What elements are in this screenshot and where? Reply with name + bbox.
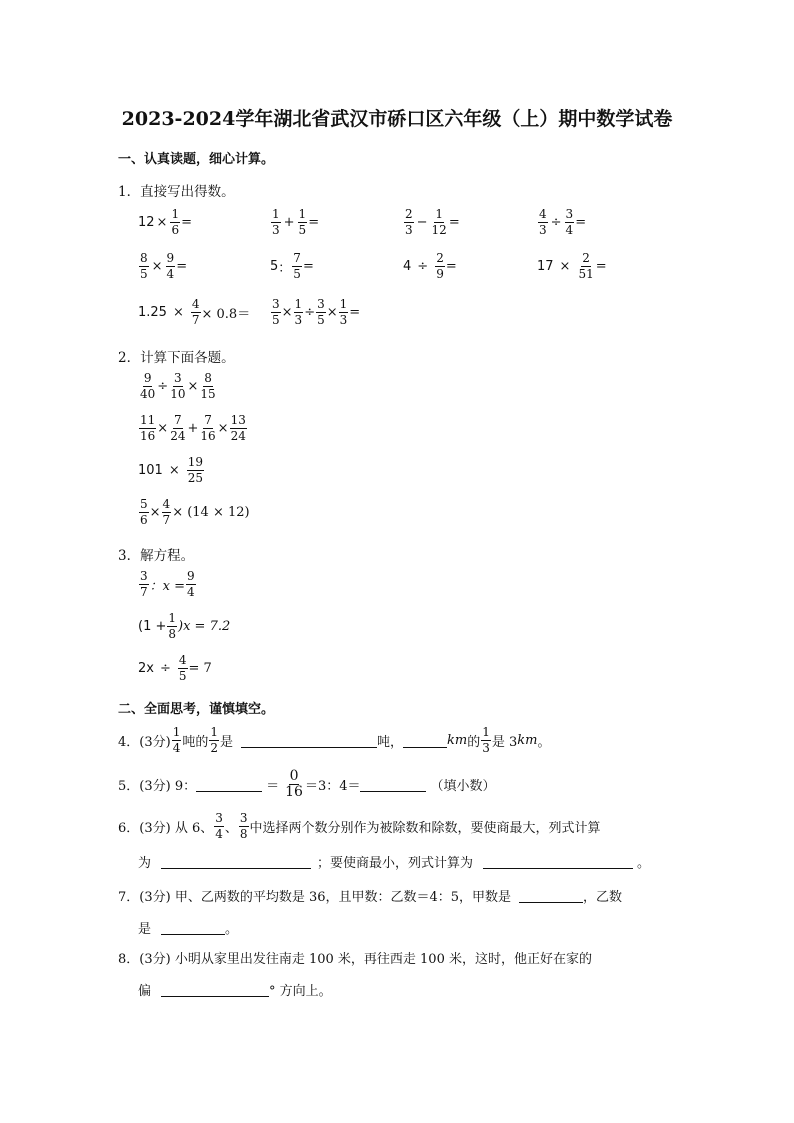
q2-label: 2．计算下面各题。 xyxy=(118,350,235,366)
fraction: 3 8 xyxy=(239,811,248,841)
q7-line-1: 7．(3分) 甲、乙两数的平均数是 36，且甲数：乙数＝4：5，甲数是 ，乙数 xyxy=(118,890,623,905)
q4: 4．(3分) 1 4 吨的 1 2 是 吨， km 的 1 3 是 3 km 。 xyxy=(118,725,551,755)
fraction: $\frac{1}{8}$ xyxy=(168,611,177,641)
fraction: 3 4 xyxy=(215,811,223,841)
q2-e2: $\frac{11}{16}$ × $\frac{7}{24}$ + $\frac{7}{16}$ × $\frac{13}{24}$ xyxy=(140,413,246,443)
q6-line-1: 6．(3分) 从 6、 3 4 、 3 8 中选择两个数分别作为被除数和除数，要使商最大，列式计算 xyxy=(118,811,601,841)
fraction: 1 3 xyxy=(272,207,280,237)
answer-blank[interactable] xyxy=(161,982,269,997)
fraction: $\frac{11}{16}$ xyxy=(140,413,156,443)
q3-e1: 3 7 ：x = $\frac{9}{4}$ xyxy=(140,569,195,599)
q8-line-2: 偏 ° 方向上。 xyxy=(138,984,332,999)
fraction: 0 16 xyxy=(285,768,303,800)
q1-r1-a: 12 × $\frac{1}{6}$ = xyxy=(138,207,192,237)
fraction: $\frac{3}{4}$ xyxy=(565,207,574,237)
q5: 5．(3分) 9： ＝ 0 16 ＝3：4＝ （填小数） xyxy=(118,768,496,800)
q3-e2: (1 + $\frac{1}{8}$ )x = 7.2 xyxy=(138,611,231,641)
q6-line-2: 为 ；要使商最小，列式计算为 。 xyxy=(138,856,651,871)
answer-blank[interactable] xyxy=(403,733,447,748)
fraction: $\frac{3}{5}$ xyxy=(317,297,325,327)
fraction: $\frac{1}{5}$ xyxy=(298,207,307,237)
q2-e4: $\frac{5}{6}$ × $\frac{4}{7}$ × (14 × 12) xyxy=(140,497,250,527)
fraction: $\frac{7}{24}$ xyxy=(170,413,186,443)
fraction: $\frac{8}{15}$ xyxy=(200,371,216,401)
fraction: 1 3 xyxy=(482,725,490,755)
fraction: $\frac{2}{9}$ xyxy=(436,251,444,281)
fraction: $\frac{1}{3}$ xyxy=(294,297,303,327)
section-1-heading: 一、认真读题，细心计算。 xyxy=(118,152,275,167)
fraction: $\frac{7}{5}$ xyxy=(293,251,301,281)
fraction: 1 4 xyxy=(172,725,181,755)
q7-line-2: 是 。 xyxy=(138,922,239,937)
fraction: $\frac{9}{4}$ xyxy=(166,251,175,281)
fraction: $\frac{9}{4}$ xyxy=(187,569,195,599)
q1-r3-b: $\frac{3}{5}$ × $\frac{1}{3}$ ÷ $\frac{3}{5}$ × $\frac{1}{3}$ = xyxy=(272,297,361,327)
q1-label: 1．直接写出得数。 xyxy=(118,184,235,200)
q1-r1-d: $\frac{4}{3}$ ÷ $\frac{3}{4}$ = xyxy=(539,207,587,237)
fraction: $\frac{4}{5}$ xyxy=(178,653,187,683)
answer-blank[interactable] xyxy=(519,888,583,903)
answer-blank[interactable] xyxy=(360,777,426,792)
fraction: $\frac{1}{6}$ xyxy=(171,207,180,237)
answer-blank[interactable] xyxy=(161,854,311,869)
fraction: $\frac{5}{6}$ xyxy=(140,497,148,527)
fraction: $\frac{4}{3}$ xyxy=(539,207,547,237)
answer-blank[interactable] xyxy=(161,920,225,935)
fraction: $\frac{7}{16}$ xyxy=(200,413,216,443)
fraction: 2 3 xyxy=(405,207,413,237)
q2-e3: 101 × $\frac{19}{25}$ xyxy=(138,455,204,485)
fraction: $\frac{1}{12}$ xyxy=(431,207,447,237)
q1-r2-c: 4 ÷ $\frac{2}{9}$ = xyxy=(403,251,457,281)
q1-r3-a: 1.25 × $\frac{4}{7}$ × 0.8＝ xyxy=(138,297,251,327)
fraction: $\frac{4}{7}$ xyxy=(191,297,200,327)
answer-blank[interactable] xyxy=(241,733,377,748)
fraction: $\frac{9}{40}$ xyxy=(140,371,156,401)
fraction: $\frac{1}{3}$ xyxy=(339,297,348,327)
answer-blank[interactable] xyxy=(483,854,633,869)
q1-r1-b: 1 3 + $\frac{1}{5}$ = xyxy=(272,207,320,237)
q3-label: 3．解方程。 xyxy=(118,548,195,564)
q1-r2-b: 5 ： $\frac{7}{5}$ = xyxy=(270,251,314,281)
fraction: $\frac{3}{5}$ xyxy=(272,297,280,327)
fraction: $\frac{19}{25}$ xyxy=(187,455,204,485)
q1-r2-d: 17 × $\frac{2}{51}$ = xyxy=(537,251,607,281)
fraction: 1 2 xyxy=(210,725,218,755)
fraction: $\frac{4}{7}$ xyxy=(162,497,171,527)
fraction: $\frac{3}{10}$ xyxy=(170,371,186,401)
q1-r2-a: $\frac{8}{5}$ × $\frac{9}{4}$ = xyxy=(140,251,188,281)
fraction: $\frac{13}{24}$ xyxy=(230,413,246,443)
q1-r1-c: 2 3 − $\frac{1}{12}$ = xyxy=(405,207,460,237)
q2-e1: $\frac{9}{40}$ ÷ $\frac{3}{10}$ × $\frac{8}{15}$ xyxy=(140,371,216,401)
answer-blank[interactable] xyxy=(196,777,262,792)
fraction: $\frac{2}{51}$ xyxy=(578,251,594,281)
section-2-heading: 二、全面思考，谨慎填空。 xyxy=(118,702,275,717)
q8-line-1: 8．(3分) 小明从家里出发往南走 100 米，再往西走 100 米，这时，他正好在家的 xyxy=(118,952,592,967)
page-title: 2023-2024学年湖北省武汉市硚口区六年级（上）期中数学试卷 xyxy=(121,108,673,130)
fraction: $\frac{8}{5}$ xyxy=(140,251,148,281)
q3-e3: 2x ÷ $\frac{4}{5}$ = 7 xyxy=(138,653,212,683)
fraction: 3 7 xyxy=(140,569,148,599)
